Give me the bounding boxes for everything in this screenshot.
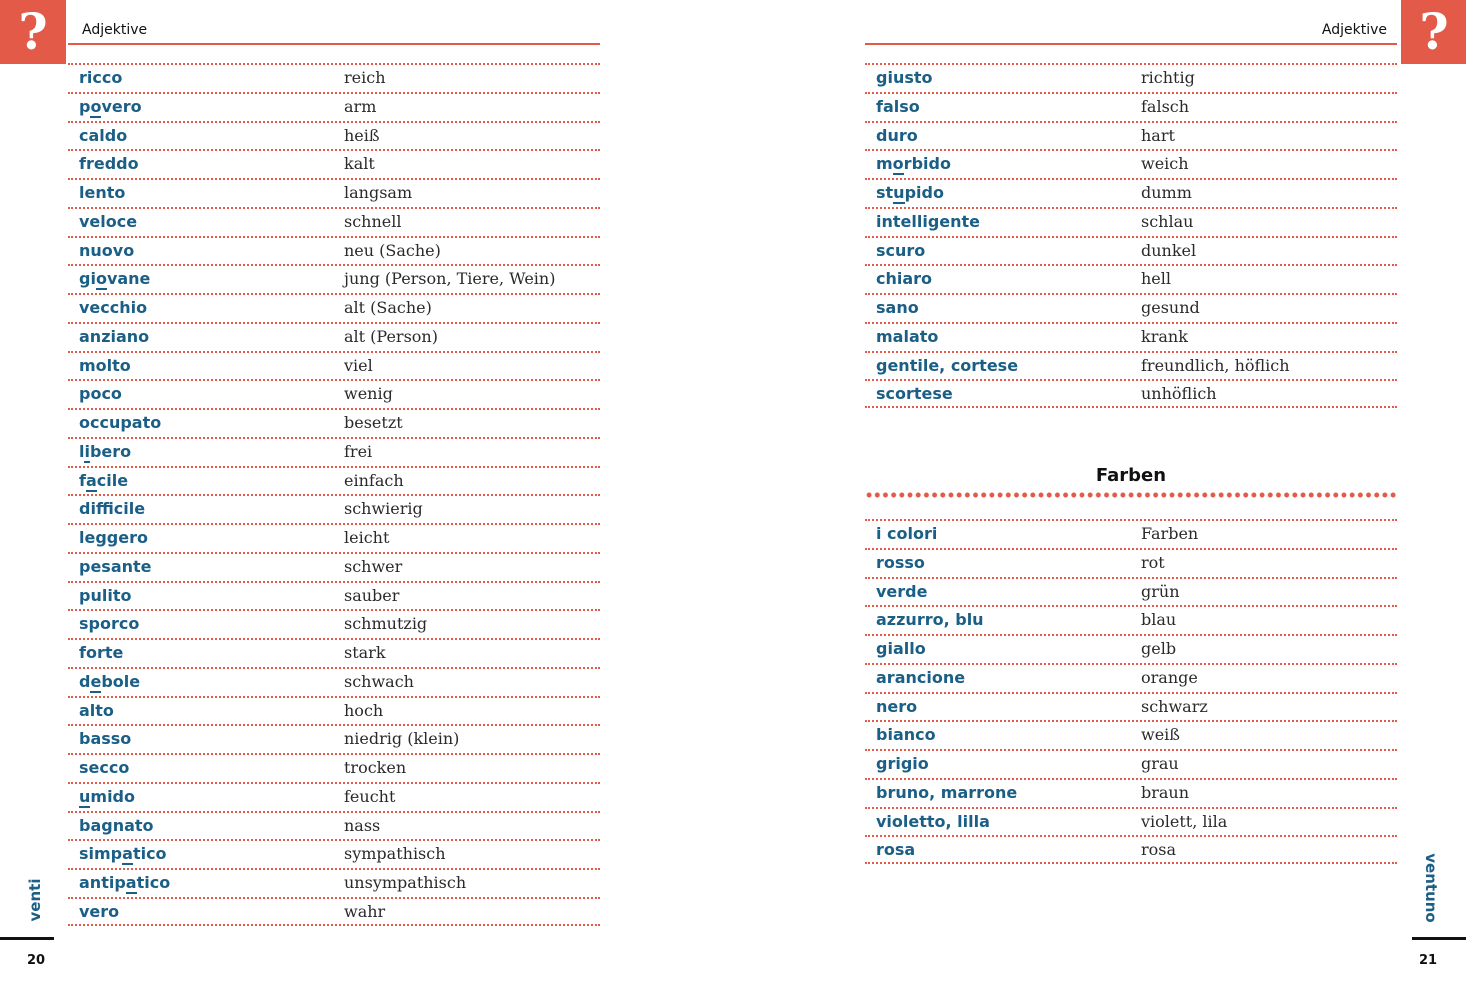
- german-translation: heiß: [344, 125, 380, 145]
- vocab-row: [865, 178, 1397, 207]
- german-translation: nass: [344, 815, 381, 835]
- vocab-row: [865, 519, 1397, 548]
- vocab-table: [865, 63, 1397, 408]
- right-page: [733, 0, 1466, 1000]
- footer-rule: [1412, 937, 1466, 940]
- vocab-row: [865, 322, 1397, 351]
- vocab-row: [68, 782, 600, 811]
- vocab-row: [865, 835, 1397, 864]
- italian-word: morbido: [876, 154, 951, 174]
- italian-word: gentile, cortese: [876, 355, 1019, 375]
- german-translation: hart: [1141, 125, 1175, 145]
- german-translation: viel: [344, 355, 373, 375]
- vocab-row: [68, 609, 600, 638]
- vocab-row: [865, 692, 1397, 721]
- vocab-row: [865, 207, 1397, 236]
- question-box: [0, 0, 66, 64]
- italian-word: simpatico: [79, 844, 167, 864]
- german-translation: orange: [1141, 667, 1198, 687]
- stress-mark: u: [79, 786, 91, 806]
- vocab-row: [865, 807, 1397, 836]
- german-translation: arm: [344, 96, 377, 116]
- vocab-row: [68, 667, 600, 696]
- vocab-row: [865, 236, 1397, 265]
- vocab-row: [865, 351, 1397, 380]
- page-number: 20: [27, 953, 46, 968]
- german-translation: krank: [1141, 326, 1188, 346]
- italian-word: duro: [876, 125, 918, 145]
- vocab-row: [68, 839, 600, 868]
- page-number: 21: [1419, 953, 1438, 968]
- question-mark-icon: ?: [18, 2, 48, 61]
- german-translation: sauber: [344, 585, 400, 605]
- italian-word: stupido: [876, 183, 944, 202]
- german-translation: gesund: [1141, 298, 1200, 317]
- german-translation: schnell: [344, 211, 402, 231]
- italian-word: falso: [876, 96, 920, 116]
- vocab-row: [68, 437, 600, 466]
- vocab-row: [68, 696, 600, 725]
- vocab-row: [865, 778, 1397, 807]
- german-translation: Farben: [1141, 524, 1199, 543]
- page-word: ventuno: [1422, 853, 1440, 923]
- italian-word: bagnato: [79, 815, 154, 835]
- german-translation: gelb: [1141, 639, 1177, 658]
- vocab-row: [68, 236, 600, 265]
- vocab-row: [68, 897, 600, 926]
- vocab-row: [865, 577, 1397, 606]
- italian-word: nero: [876, 696, 918, 716]
- italian-word: molto: [79, 355, 131, 375]
- vocab-row: [68, 523, 600, 552]
- german-translation: trocken: [344, 758, 407, 777]
- german-translation: unhöflich: [1141, 384, 1217, 404]
- german-translation: blau: [1141, 610, 1177, 630]
- vocab-row: [68, 466, 600, 495]
- german-translation: dumm: [1141, 183, 1192, 202]
- vocab-row: [68, 149, 600, 178]
- footer-rule: [0, 937, 54, 940]
- german-translation: wahr: [344, 901, 386, 921]
- vocab-row: [865, 149, 1397, 178]
- vocab-row: [68, 207, 600, 236]
- german-translation: schwierig: [344, 499, 423, 519]
- italian-word: povero: [79, 96, 142, 116]
- italian-word: verde: [876, 581, 928, 601]
- italian-word: debole: [79, 671, 141, 691]
- italian-word: azzurro, blu: [876, 610, 984, 630]
- german-translation: rot: [1141, 552, 1165, 572]
- german-translation: wenig: [344, 384, 393, 404]
- german-translation: feucht: [344, 786, 396, 806]
- italian-word: difficile: [79, 499, 146, 519]
- header-rule: [865, 43, 1397, 45]
- stress-mark: a: [122, 844, 133, 864]
- german-translation: falsch: [1141, 96, 1190, 116]
- vocab-row: [865, 121, 1397, 150]
- italian-word: basso: [79, 729, 132, 749]
- german-translation: einfach: [344, 470, 404, 490]
- vocab-row: [68, 264, 600, 293]
- german-translation: langsam: [344, 183, 413, 202]
- german-translation: grün: [1141, 581, 1180, 601]
- italian-word: lento: [79, 183, 126, 202]
- vocab-row: [68, 494, 600, 523]
- italian-word: occupato: [79, 413, 162, 432]
- vocab-row: [865, 264, 1397, 293]
- german-translation: richtig: [1141, 68, 1195, 87]
- vocab-row: [865, 749, 1397, 778]
- vocab-row: [68, 351, 600, 380]
- italian-word: rosso: [876, 552, 925, 572]
- stress-mark: e: [90, 671, 102, 691]
- stress-mark: o: [95, 269, 107, 289]
- german-translation: leicht: [344, 528, 390, 547]
- german-translation: weich: [1141, 154, 1189, 174]
- italian-word: anziano: [79, 326, 150, 346]
- italian-word: giusto: [876, 68, 933, 87]
- italian-word: ricco: [79, 68, 123, 87]
- german-translation: grau: [1141, 754, 1179, 773]
- italian-word: sano: [876, 298, 919, 317]
- italian-word: intelligente: [876, 211, 981, 231]
- german-translation: schmutzig: [344, 614, 428, 634]
- italian-word: leggero: [79, 528, 148, 547]
- header-rule: [68, 43, 600, 45]
- german-translation: schwach: [344, 671, 414, 691]
- italian-word: forte: [79, 643, 124, 662]
- vocab-row: [68, 552, 600, 581]
- vocab-row: [865, 605, 1397, 634]
- stress-mark: i: [84, 441, 90, 461]
- italian-word: bruno, marrone: [876, 782, 1018, 802]
- german-translation: braun: [1141, 782, 1190, 802]
- vocab-row: [68, 753, 600, 782]
- italian-word: bianco: [876, 725, 936, 745]
- german-translation: dunkel: [1141, 240, 1197, 260]
- italian-word: caldo: [79, 125, 128, 145]
- italian-word: antipatico: [79, 873, 171, 892]
- vocab-row: [68, 868, 600, 897]
- italian-word: grigio: [876, 754, 929, 773]
- vocab-row: [865, 293, 1397, 322]
- german-translation: stark: [344, 643, 386, 662]
- italian-word: rosa: [876, 840, 916, 860]
- vocab-row: [865, 720, 1397, 749]
- german-translation: alt (Person): [344, 326, 438, 346]
- italian-word: secco: [79, 758, 130, 777]
- vocab-row: [68, 178, 600, 207]
- vocab-row: [68, 638, 600, 667]
- vocab-row: [68, 92, 600, 121]
- italian-word: umido: [79, 786, 135, 806]
- italian-word: pesante: [79, 556, 152, 576]
- vocab-row: [68, 293, 600, 322]
- question-box: [1401, 0, 1466, 64]
- section-divider: [865, 492, 1397, 498]
- german-translation: weiß: [1141, 725, 1180, 745]
- italian-word: libero: [79, 441, 132, 461]
- german-translation: violett, lila: [1141, 811, 1228, 831]
- italian-word: arancione: [876, 667, 966, 687]
- italian-word: scuro: [876, 240, 926, 260]
- german-translation: neu (Sache): [344, 240, 441, 260]
- italian-word: malato: [876, 326, 939, 346]
- vocab-row: [68, 322, 600, 351]
- italian-word: freddo: [79, 154, 139, 174]
- vocab-row: [865, 379, 1397, 408]
- italian-word: facile: [79, 470, 129, 490]
- stress-mark: u: [893, 183, 905, 202]
- german-translation: freundlich, höflich: [1141, 355, 1290, 375]
- italian-word: i colori: [876, 524, 938, 543]
- stress-mark: o: [90, 96, 102, 116]
- german-translation: hoch: [344, 700, 384, 720]
- german-translation: jung (Person, Tiere, Wein): [344, 269, 556, 289]
- german-translation: alt (Sache): [344, 298, 432, 317]
- german-translation: besetzt: [344, 413, 403, 432]
- vocab-table: [68, 63, 600, 926]
- stress-mark: a: [85, 470, 97, 490]
- italian-word: giallo: [876, 639, 926, 658]
- italian-word: sporco: [79, 614, 140, 634]
- italian-word: alto: [79, 700, 114, 720]
- question-mark-icon: ?: [1419, 2, 1449, 61]
- vocab-row: [68, 121, 600, 150]
- german-translation: schwer: [344, 556, 403, 576]
- vocab-row: [865, 634, 1397, 663]
- italian-word: scortese: [876, 384, 953, 404]
- vocab-row: [68, 379, 600, 408]
- italian-word: vecchio: [79, 298, 148, 317]
- vocab-row: [68, 581, 600, 610]
- page-header: Adjektive: [1321, 22, 1387, 38]
- vocab-row: [68, 724, 600, 753]
- italian-word: nuovo: [79, 240, 135, 260]
- section-title: Farben: [1095, 465, 1167, 486]
- german-translation: schwarz: [1141, 696, 1208, 716]
- vocab-row: [865, 92, 1397, 121]
- german-translation: hell: [1141, 269, 1172, 289]
- stress-mark: o: [892, 154, 904, 174]
- stress-mark: a: [125, 873, 137, 892]
- vocab-row: [865, 63, 1397, 92]
- german-translation: unsympathisch: [344, 873, 467, 892]
- german-translation: frei: [344, 441, 373, 461]
- page-word: venti: [26, 878, 44, 922]
- colors-table: [865, 519, 1397, 864]
- vocab-row: [68, 811, 600, 840]
- italian-word: pulito: [79, 585, 132, 605]
- german-translation: kalt: [344, 154, 375, 174]
- vocab-row: [68, 408, 600, 437]
- italian-word: veloce: [79, 211, 138, 231]
- italian-word: violetto, lilla: [876, 811, 990, 831]
- page-header: Adjektive: [82, 22, 148, 38]
- vocab-row: [865, 663, 1397, 692]
- italian-word: poco: [79, 384, 122, 404]
- german-translation: niedrig (klein): [344, 729, 460, 749]
- italian-word: giovane: [79, 269, 151, 289]
- german-translation: rosa: [1141, 840, 1177, 860]
- italian-word: chiaro: [876, 269, 933, 289]
- german-translation: sympathisch: [344, 844, 446, 864]
- vocab-row: [865, 548, 1397, 577]
- italian-word: vero: [79, 901, 120, 921]
- german-translation: reich: [344, 68, 386, 87]
- vocab-row: [68, 63, 600, 92]
- german-translation: schlau: [1141, 211, 1194, 231]
